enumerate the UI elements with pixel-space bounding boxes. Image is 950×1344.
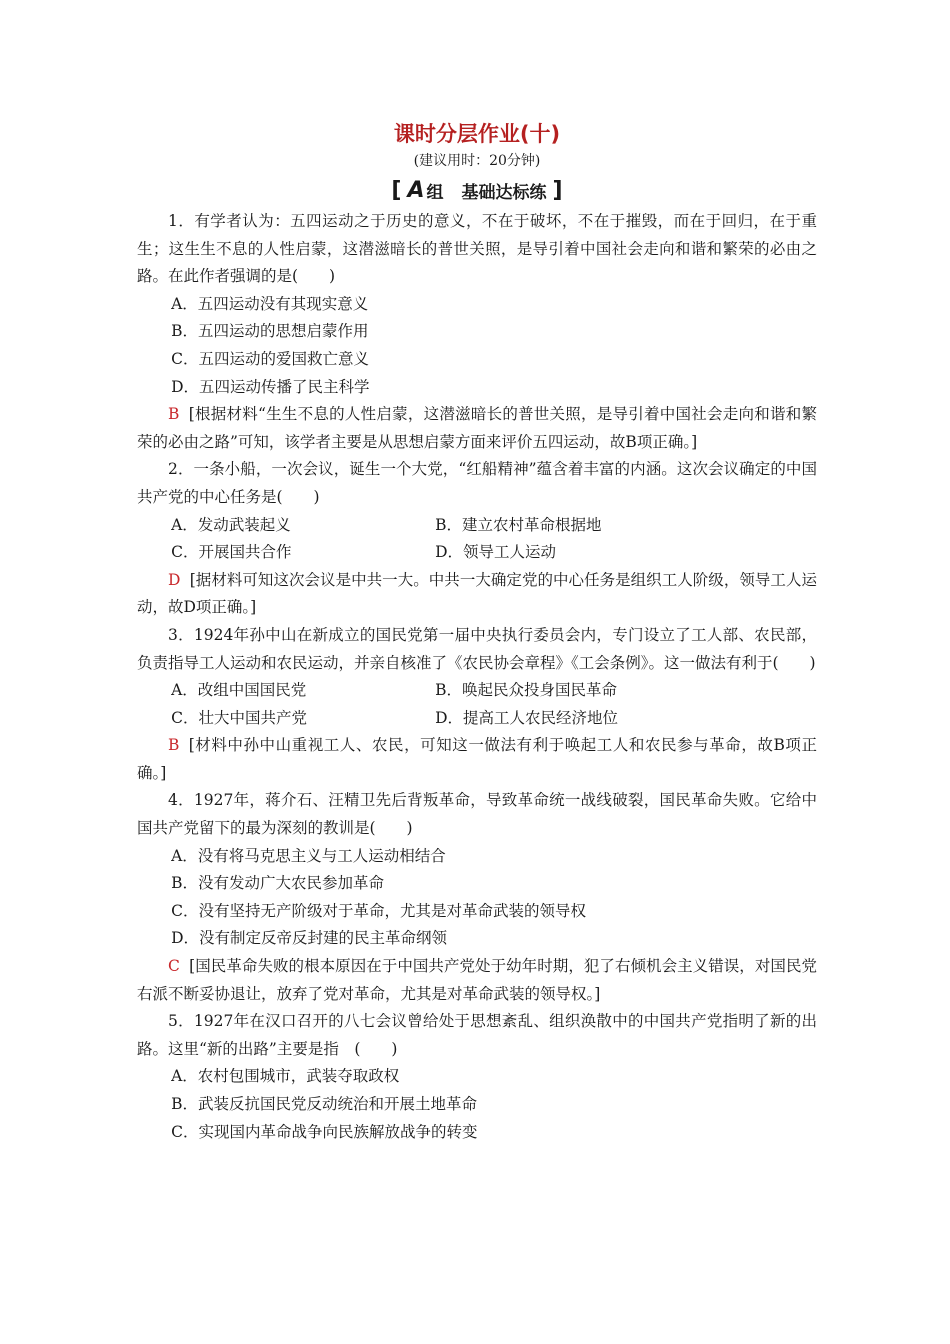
group-a-banner (137, 172, 817, 208)
option-b: B．武装反抗国民党反动统治和开展土地革命 (171, 1095, 477, 1113)
option-row (137, 539, 817, 567)
question-4 (137, 787, 817, 1008)
option-c: C．开展国共合作 (171, 543, 292, 562)
group-name: 组 (426, 182, 444, 203)
question-stem: 4．1927年，蒋介石、汪精卫先后背叛革命，导致革命统一战线破裂，国民革命失败。它给中国共产党留下的最为深刻的教训是( ) (137, 791, 817, 838)
option-b: B．没有发动广大农民参加革命 (171, 874, 384, 893)
question-3 (137, 622, 817, 788)
option-row (137, 677, 817, 705)
question-stem: 5．1927年在汉口召开的八七会议曾给处于思想紊乱、组织涣散中的中国共产党指明了新的出路。这里“新的出路”主要是指 ( ) (137, 1012, 817, 1058)
option-row (137, 512, 817, 540)
answer-explanation (137, 567, 817, 622)
question-5 (137, 1008, 817, 1146)
question-stem: 1．有学者认为：五四运动之于历史的意义，不在于破坏，不在于摧毁，而在于回归，在于重生；这生生不息的人性启蒙，这潜滋暗长的普世关照，是导引着中国社会走向和谐和繁荣的必由之路。在此作者强调的是( ) (137, 212, 817, 286)
answer-explanation (137, 401, 817, 456)
explanation-text: [材料中孙中山重视工人、农民，可知这一做法有利于唤起工人和农民参与革命，故B项正确。] (137, 736, 817, 782)
option-b: B．建立农村革命根据地 (435, 515, 602, 534)
group-title: 基础达标练 (461, 182, 547, 203)
option-a: A．五四运动没有其现实意义 (171, 294, 369, 313)
answer-explanation (137, 953, 817, 1008)
answer-letter: B (168, 405, 180, 424)
group-letter: A (407, 177, 425, 203)
option-b: B．五四运动的思想启蒙作用 (171, 322, 369, 341)
option-b: B．唤起民众投身国民革命 (435, 681, 617, 700)
option-d: D．五四运动传播了民主科学 (171, 377, 370, 396)
option-d: D．没有制定反帝反封建的民主革命纲领 (171, 929, 448, 948)
answer-letter: B (168, 736, 180, 755)
explanation-text: [据材料可知这次会议是中共一大。中共一大确定党的中心任务是组织工人阶级，领导工人运动，故D项正确。] (137, 570, 817, 617)
option-a: A．农村包围城市，武装夺取政权 (171, 1067, 400, 1086)
option-c: C．实现国内革命战争向民族解放战争的转变 (171, 1122, 478, 1141)
option-a: A．改组中国国民党 (171, 681, 307, 700)
answer-explanation (137, 732, 817, 787)
explanation-text: [国民革命失败的根本原因在于中国共产党处于幼年时期，犯了右倾机会主义错误，对国民党右派不断妥协退让，放弃了党对革命，尤其是对革命武装的领导权。] (137, 957, 817, 1003)
question-stem: 3．1924年孙中山在新成立的国民党第一届中央执行委员会内，专门设立了工人部、农民部，负责指导工人运动和农民运动，并亲自核准了《农民协会章程》《工会条例》。这一做法有利于( ) (137, 625, 817, 672)
explanation-text: [根据材料“生生不息的人性启蒙，这潜滋暗长的普世关照，是导引着中国社会走向和谐和繁荣的必由之路”可知，该学者主要是从思想启蒙方面来评价五四运动，故B项正确。] (137, 405, 817, 451)
answer-letter: C (168, 957, 180, 976)
question-stem: 2．一条小船，一次会议，诞生一个大党，“红船精神”蕴含着丰富的内涵。这次会议确定的中国共产党的中心任务是( ) (137, 460, 817, 506)
time-hint: (建议用时：20分钟) (413, 153, 541, 169)
question-2 (137, 456, 817, 622)
page-title: 课时分层作业(十) (393, 122, 561, 146)
option-c: C．五四运动的爱国救亡意义 (171, 349, 369, 368)
option-c: C．壮大中国共产党 (171, 708, 307, 727)
answer-letter: D (168, 570, 181, 589)
option-d: D．领导工人运动 (435, 543, 557, 562)
option-a: A．发动武装起义 (171, 515, 291, 534)
question-1 (137, 208, 817, 456)
banner-bracket-left: [ (391, 177, 402, 203)
worksheet-page (137, 118, 817, 1146)
option-row (137, 705, 817, 733)
option-d: D．提高工人农民经济地位 (435, 708, 619, 727)
option-c: C．没有坚持无产阶级对于革命，尤其是对革命武装的领导权 (171, 901, 586, 920)
option-a: A．没有将马克思主义与工人运动相结合 (171, 846, 446, 865)
banner-bracket-right: ] (552, 177, 563, 203)
